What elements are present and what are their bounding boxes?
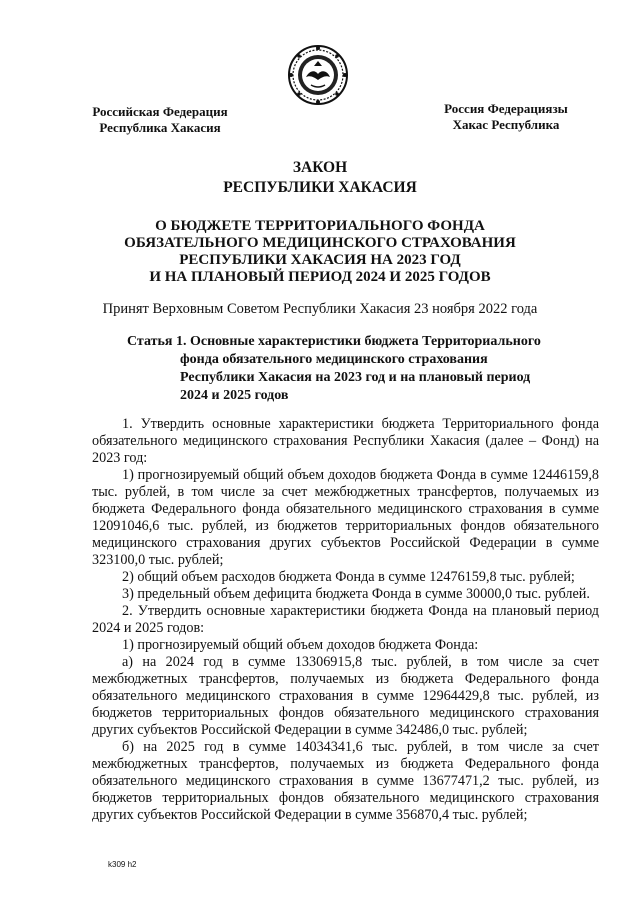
adoption-note: Принят Верховным Советом Республики Хакасия 23 ноября 2022 года: [102, 301, 538, 317]
law-subject-line3: РЕСПУБЛИКИ ХАКАСИЯ НА 2023 ГОД: [179, 252, 461, 268]
document-type: ЗАКОН: [292, 159, 348, 176]
law-subject-line1: О БЮДЖЕТЕ ТЕРРИТОРИАЛЬНОГО ФОНДА: [155, 218, 485, 234]
paragraph: а) на 2024 год в сумме 13306915,8 тыс. рублей, в том числе за счет межбюджетных трансфертов, получаемых из бюджета Федерального фонда обязательного медицинского страхования в сумме 12964429,8 тыс. рублей, из бюджетов территориальных фондов обязательного медицинского страхования других субъектов Российской Федерации в сумме 342486,0 тыс. рублей;: [92, 654, 599, 738]
header-left-line1: Российская Федерация: [92, 104, 228, 119]
header-right-line2: Хакас Республика: [452, 117, 560, 132]
paragraph: 2) общий объем расходов бюджета Фонда в сумме 12476159,8 тыс. рублей;: [122, 569, 575, 585]
law-subject-line2: ОБЯЗАТЕЛЬНОГО МЕДИЦИНСКОГО СТРАХОВАНИЯ: [124, 235, 516, 251]
paragraph: 1) прогнозируемый общий объем доходов бюджета Фонда в сумме 12446159,8 тыс. рублей, в том числе за счет межбюджетных трансфертов, получаемых из бюджета Федерального фонда обязательного медицинского страхования в сумме 12091046,6 тыс. рублей, из бюджетов территориальных фондов обязательного медицинского страхования других субъектов Российской Федерации в сумме 323100,0 тыс. рублей;: [92, 467, 599, 568]
header-right: [430, 101, 582, 133]
coat-of-arms-icon: [287, 44, 349, 106]
article-heading-line3: Республики Хакасия на 2023 год и на плановый период: [180, 370, 531, 385]
paragraph: 2. Утвердить основные характеристики бюджета Фонда на плановый период 2024 и 2025 годов:: [92, 603, 599, 636]
document-issuer: РЕСПУБЛИКИ ХАКАСИЯ: [223, 179, 417, 196]
header-right-line1: Россия Федерациязы: [444, 101, 568, 116]
paragraph: 1) прогнозируемый общий объем доходов бюджета Фонда:: [122, 637, 479, 653]
law-subject: [110, 218, 530, 286]
article-heading-line2: фонда обязательного медицинского страхования: [180, 352, 488, 367]
article-heading-line1: Статья 1. Основные характеристики бюджета Территориального: [127, 334, 541, 349]
law-subject-line4: И НА ПЛАНОВЫЙ ПЕРИОД 2024 И 2025 ГОДОВ: [149, 269, 491, 285]
paragraph: б) на 2025 год в сумме 14034341,6 тыс. рублей, в том числе за счет межбюджетных трансфертов, получаемых из бюджета Федерального фонда обязательного медицинского страхования в сумме 13677471,2 тыс. рублей, из бюджетов территориальных фондов обязательного медицинского страхования других субъектов Российской Федерации в сумме 356870,4 тыс. рублей;: [92, 739, 599, 823]
article-body: [92, 416, 599, 824]
header-left-line2: Республика Хакасия: [99, 120, 221, 135]
paragraph: 1. Утвердить основные характеристики бюджета Территориального фонда обязательного медицинского страхования Республики Хакасия (далее – Фонд) на 2023 год:: [92, 416, 599, 466]
header-left: [78, 104, 242, 136]
footer-code: k309 h2: [108, 860, 137, 869]
article-heading-line4: 2024 и 2025 годов: [180, 388, 289, 403]
paragraph: 3) предельный объем дефицита бюджета Фонда в сумме 30000,0 тыс. рублей.: [122, 586, 590, 602]
article-heading: [127, 333, 587, 405]
